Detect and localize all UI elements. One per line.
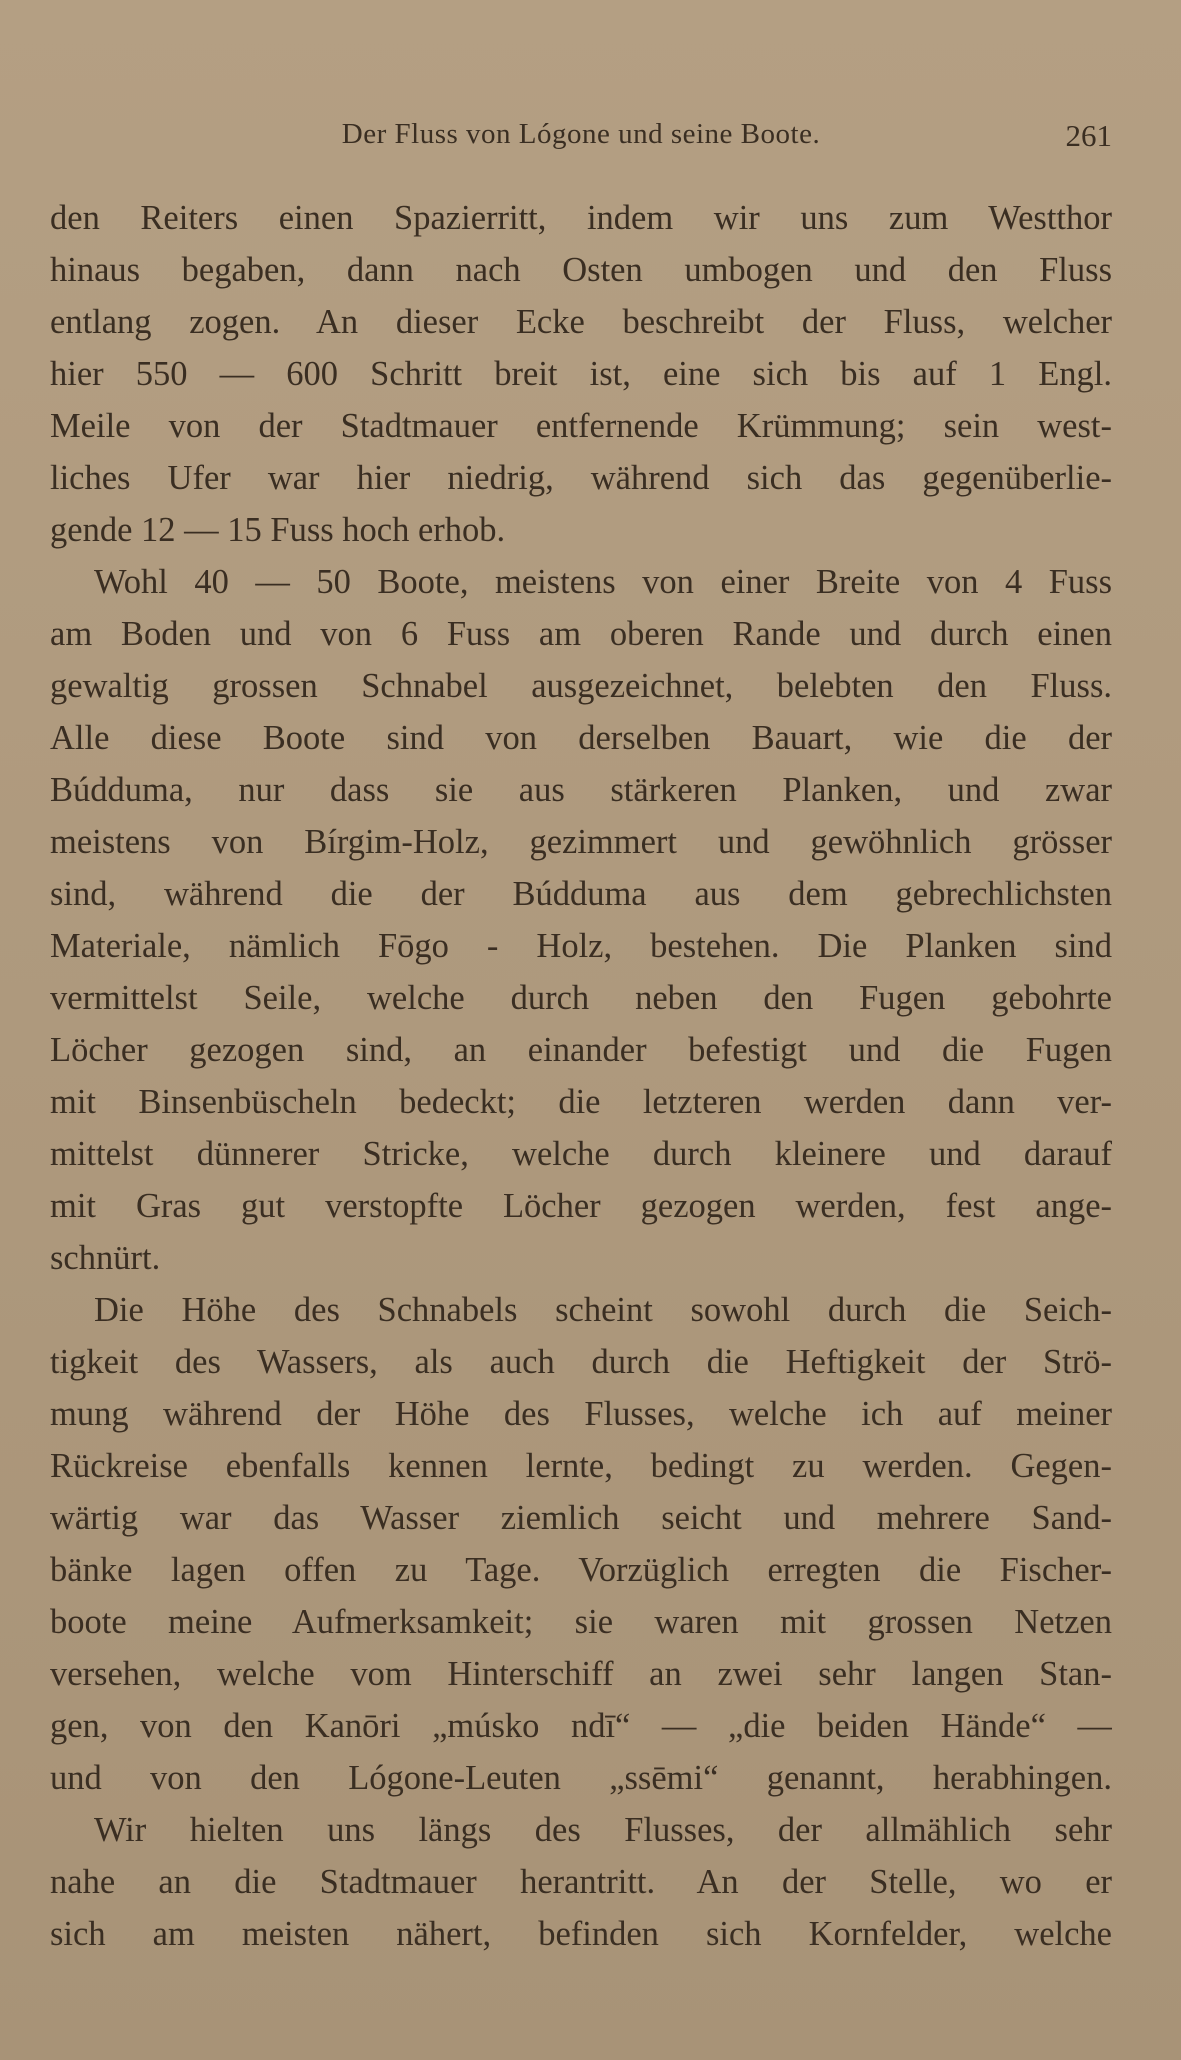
text-line: Materiale, nämlich Fōgo - Holz, bestehen. Die Planken sind	[50, 927, 1112, 965]
text-line: liches Ufer war hier niedrig, während sich das gegenüberlie-	[50, 459, 1112, 497]
text-line: sind, während die der Búdduma aus dem gebrechlichsten	[50, 875, 1112, 913]
text-line: hier 550 — 600 Schritt breit ist, eine sich bis auf 1 Engl.	[50, 355, 1112, 393]
text-line: Alle diese Boote sind von derselben Bauart, wie die der	[50, 719, 1112, 757]
text-line: und von den Lógone-Leuten „ssēmi“ genannt, herabhingen.	[50, 1759, 1112, 1797]
text-line: den Reiters einen Spazierritt, indem wir uns zum Westthor	[50, 199, 1112, 237]
text-line: vermittelst Seile, welche durch neben den Fugen gebohrte	[50, 979, 1112, 1017]
text-line: nahe an die Stadtmauer herantritt. An der Stelle, wo er	[50, 1863, 1112, 1901]
text-line: mit Binsenbüscheln bedeckt; die letzteren werden dann ver-	[50, 1083, 1112, 1121]
text-line: sich am meisten nähert, befinden sich Kornfelder, welche	[50, 1915, 1112, 1953]
text-line: bänke lagen offen zu Tage. Vorzüglich erregten die Fischer-	[50, 1551, 1112, 1589]
text-line: Wohl 40 — 50 Boote, meistens von einer Breite von 4 Fuss	[94, 563, 1112, 601]
running-header	[50, 118, 1112, 168]
text-line: gewaltig grossen Schnabel ausgezeichnet, belebten den Fluss.	[50, 667, 1112, 705]
text-line: gen, von den Kanōri „músko ndī“ — „die beiden Hände“ —	[50, 1707, 1112, 1745]
text-line: Búdduma, nur dass sie aus stärkeren Planken, und zwar	[50, 771, 1112, 809]
text-line: schnürt.	[50, 1239, 161, 1277]
text-line: mit Gras gut verstopfte Löcher gezogen werden, fest ange-	[50, 1187, 1112, 1225]
text-line: versehen, welche vom Hinterschiff an zwei sehr langen Stan-	[50, 1655, 1112, 1693]
page-number: 261	[1065, 118, 1112, 153]
text-line: boote meine Aufmerksamkeit; sie waren mit grossen Netzen	[50, 1603, 1112, 1641]
text-line: wärtig war das Wasser ziemlich seicht und mehrere Sand-	[50, 1499, 1112, 1537]
text-line: entlang zogen. An dieser Ecke beschreibt der Fluss, welcher	[50, 303, 1112, 341]
text-line: gende 12 — 15 Fuss hoch erhob.	[50, 511, 506, 549]
header-title: Der Fluss von Lógone und seine Boote.	[341, 118, 821, 150]
text-line: mung während der Höhe des Flusses, welche ich auf meiner	[50, 1395, 1112, 1433]
text-line: Wir hielten uns längs des Flusses, der allmählich sehr	[94, 1811, 1112, 1849]
text-line: tigkeit des Wassers, als auch durch die Heftigkeit der Strö-	[50, 1343, 1112, 1381]
text-line: mittelst dünnerer Stricke, welche durch kleinere und darauf	[50, 1135, 1112, 1173]
text-line: Löcher gezogen sind, an einander befestigt und die Fugen	[50, 1031, 1112, 1069]
text-line: hinaus begaben, dann nach Osten umbogen und den Fluss	[50, 251, 1112, 289]
body-text	[50, 192, 1112, 1960]
text-line: meistens von Bírgim-Holz, gezimmert und gewöhnlich grösser	[50, 823, 1112, 861]
text-line: Rückreise ebenfalls kennen lernte, bedingt zu werden. Gegen-	[50, 1447, 1112, 1485]
text-line: Die Höhe des Schnabels scheint sowohl durch die Seich-	[94, 1291, 1112, 1329]
text-line: Meile von der Stadtmauer entfernende Krümmung; sein west-	[50, 407, 1112, 445]
text-line: am Boden und von 6 Fuss am oberen Rande und durch einen	[50, 615, 1112, 653]
